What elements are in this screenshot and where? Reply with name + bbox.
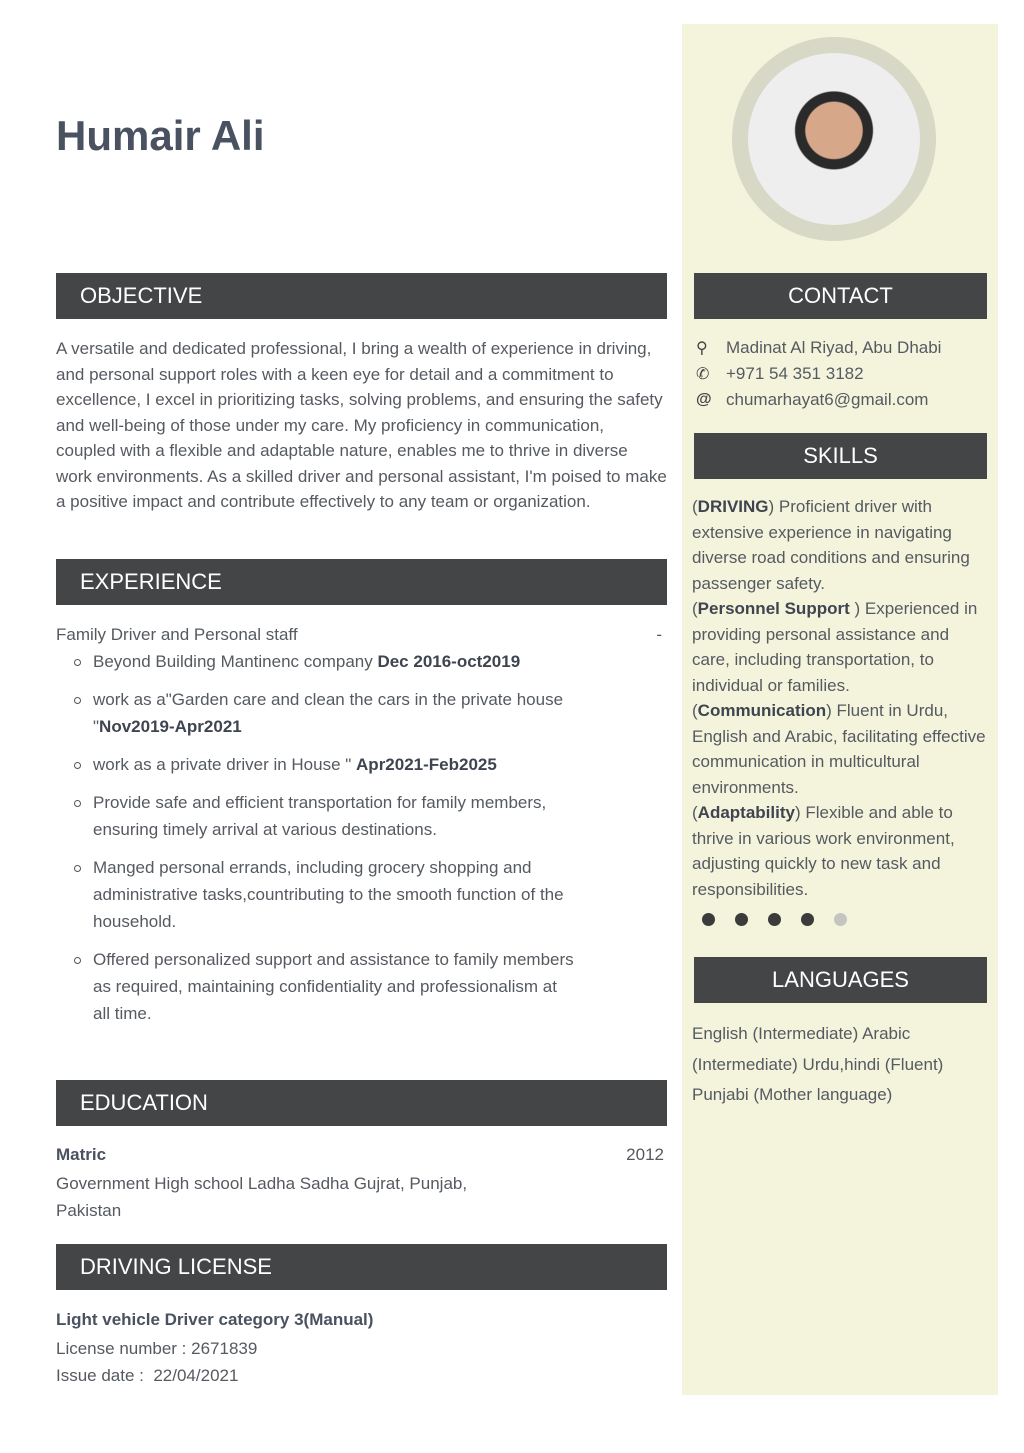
experience-item-text: Manged personal errands, including grocery shopping and administrative tasks,countributing to the smooth function of the household. xyxy=(93,858,564,931)
skill-item: (Communication) Fluent in Urdu, English and Arabic, facilitating effective communication in multicultural environments. xyxy=(692,701,986,797)
education-year: 2012 xyxy=(626,1145,664,1164)
skill-level-dot xyxy=(768,913,781,926)
languages-text: English (Intermediate) Arabic (Intermediate) Urdu,hindi (Fluent) Punjabi (Mother language) xyxy=(692,1024,944,1104)
objective-header: OBJECTIVE xyxy=(56,273,667,319)
experience-item-text: Beyond Building Mantinenc company xyxy=(93,652,378,671)
experience-item xyxy=(56,946,576,1027)
skill-description: ) Proficient driver with extensive experience in navigating diverse road conditions and ensuring passenger safety. xyxy=(692,497,970,593)
skill-level-dot xyxy=(801,913,814,926)
issue-date: 22/04/2021 xyxy=(153,1366,239,1385)
skills-text xyxy=(692,494,988,902)
skill-level-dot xyxy=(834,913,847,926)
skill-level-rating xyxy=(702,913,847,926)
candidate-name: Humair Ali xyxy=(56,112,265,159)
experience-list xyxy=(56,648,576,1038)
education-degree: Matric xyxy=(56,1145,107,1164)
skills-header: SKILLS xyxy=(694,433,987,479)
experience-header: EXPERIENCE xyxy=(56,559,667,605)
experience-item xyxy=(56,686,576,740)
license-header: DRIVING LICENSE xyxy=(56,1244,667,1290)
experience-item-text: work as a"Garden care and clean the cars in the private house " xyxy=(93,690,564,736)
experience-item xyxy=(56,789,576,843)
job-title: Family Driver and Personal staff xyxy=(56,625,298,644)
location-pin-icon: ⚲ xyxy=(696,340,708,357)
experience-item-dates: Apr2021-Feb2025 xyxy=(356,755,497,774)
skill-name: Adaptability xyxy=(697,803,795,822)
experience-item-text: Offered personalized support and assistance to family members as required, maintaining confidentiality and professionalism at all time. xyxy=(93,950,574,1023)
license-number-label: License number : xyxy=(56,1339,187,1358)
skill-name: Personnel Support xyxy=(697,599,850,618)
education-header: EDUCATION xyxy=(56,1080,667,1126)
skill-item: (DRIVING) Proficient driver with extensive experience in navigating diverse road conditions and ensuring passenger safety. xyxy=(692,497,970,593)
skill-item: (Personnel Support ) Experienced in providing personal assistance and care, including transportation, to individual or families. xyxy=(692,599,978,695)
experience-item xyxy=(56,854,576,935)
objective-text: A versatile and dedicated professional, I bring a wealth of experience in driving, and personal support roles with a keen eye for detail and a commitment to excellence, I excel in prioritizing tasks, solving problems, and ensuring the safety and well-being of those under my care. My proficiency in communication, coupled with a flexible and adaptable nature, enables me to thrive in diverse work environments. As a skilled driver and personal assistant, I'm poised to make a positive impact and contribute effectively to any team or organization. xyxy=(56,339,667,511)
experience-item-text: Provide safe and efficient transportation for family members, ensuring timely arrival at various destinations. xyxy=(93,793,547,839)
experience-item-text: work as a private driver in House " xyxy=(93,755,357,774)
issue-date-label: Issue date : xyxy=(56,1366,144,1385)
skill-description: ) Experienced in providing personal assistance and care, including transportation, to individual or families. xyxy=(692,599,978,695)
skill-level-dot xyxy=(735,913,748,926)
skill-level-dot xyxy=(702,913,715,926)
license-number: 2671839 xyxy=(191,1339,258,1358)
experience-item-dates: Nov2019-Apr2021 xyxy=(99,717,242,736)
skill-description: ) Flexible and able to thrive in various work environment, adjusting quickly to new task and responsibilities. xyxy=(692,803,955,899)
at-icon: @ xyxy=(696,391,712,408)
job-dates: - xyxy=(656,625,662,644)
skill-name: Communication xyxy=(697,701,827,720)
experience-item xyxy=(56,648,576,675)
contact-email[interactable]: chumarhayat6@gmail.com xyxy=(726,390,929,409)
experience-item-dates: Dec 2016-oct2019 xyxy=(377,652,521,671)
skill-item: (Adaptability) Flexible and able to thrive in various work environment, adjusting quickly to new task and responsibilities. xyxy=(692,803,955,899)
education-school: Government High school Ladha Sadha Gujrat, Punjab, Pakistan xyxy=(56,1174,468,1220)
contact-header: CONTACT xyxy=(694,273,987,319)
skill-name: DRIVING xyxy=(697,497,769,516)
skill-description: ) Fluent in Urdu, English and Arabic, facilitating effective communication in multicultural environments. xyxy=(692,701,986,797)
contact-address: Madinat Al Riyad, Abu Dhabi xyxy=(726,338,942,357)
experience-item xyxy=(56,751,576,778)
license-title: Light vehicle Driver category 3(Manual) xyxy=(56,1310,374,1329)
contact-phone[interactable]: +971 54 351 3182 xyxy=(726,364,864,383)
profile-photo xyxy=(732,37,936,241)
languages-header: LANGUAGES xyxy=(694,957,987,1003)
phone-icon: ✆ xyxy=(696,366,710,383)
